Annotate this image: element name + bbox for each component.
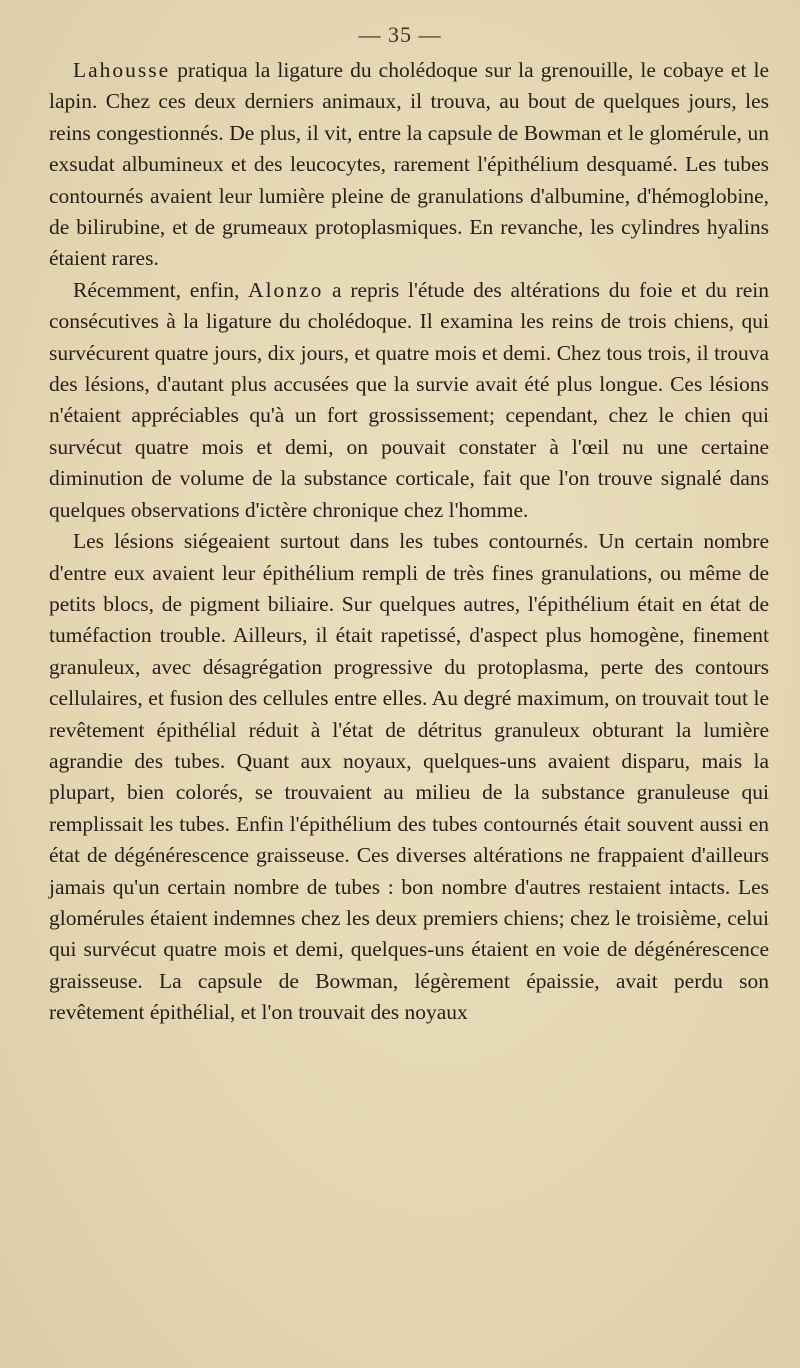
paragraph-2-text: a repris l'étude des altérations du foie et du rein consécutives à la ligature du cholédoque. Il examina les reins de trois chiens, qui survécurent quatre jours, dix jours, et quatre mois et demi. Chez tous trois, il trouva des lésions, d'autant plus accusées que la survie avait été plus longue. Ces lésions n'étaient appréciables qu'à un fort grossissement; cependant, chez le chien qui survécut quatre mois et demi, on pouvait constater à l'œil nu une certaine diminution de volume de la substance corticale, fait que l'on trouve signalé dans quelques observations d'ictère chronique chez l'homme. <box>49 277 769 522</box>
body-text <box>49 55 769 1029</box>
paragraph-1 <box>49 55 769 275</box>
paragraph-2-intro: Récemment, enfin, <box>73 277 249 302</box>
paragraph-3 <box>49 526 769 1029</box>
paragraph-3-text: Les lésions siégeaient surtout dans les tubes contournés. Un certain nombre d'entre eux avaient leur épithélium rempli de très fines granulations, ou même de petits blocs, de pigment biliaire. Sur quelques autres, l'épithélium était en état de tuméfaction trouble. Ailleurs, il était rapetissé, d'aspect plus homogène, finement granuleux, avec désagrégation progressive du protoplasma, perte des contours cellulaires, et fusion des cellules entre elles. Au degré maximum, on trouvait tout le revêtement épithélial réduit à l'état de détritus granuleux obturant la lumière agrandie des tubes. Quant aux noyaux, quelques-uns avaient disparu, mais la plupart, bien colorés, se trouvaient au milieu de la substance granuleuse qui remplissait les tubes. Enfin l'épithélium des tubes contournés était souvent aussi en état de dégénérescence graisseuse. Ces diverses altérations ne frappaient d'ailleurs jamais qu'un certain nombre de tubes : bon nombre d'autres restaient intacts. Les glomérules étaient indemnes chez les deux premiers chiens; chez le troisième, celui qui survécut quatre mois et demi, quelques-uns étaient en voie de dégénérescence graisseuse. La capsule de Bowman, légèrement épaissie, avait perdu son revêtement épithélial, et l'on trouvait des noyaux <box>49 529 769 1025</box>
paragraph-2 <box>49 275 769 526</box>
paragraph-1-text: pratiqua la ligature du cholédoque sur la grenouille, le cobaye et le lapin. Chez ces deux derniers animaux, il trouva, au bout de quelques jours, les reins congestionnés. De plus, il vit, entre la capsule de Bowman et le glomérule, un exsudat albumineux et des leucocytes, rarement l'épithélium desquamé. Les tubes contournés avaient leur lumière pleine de granulations d'albumine, d'hémoglobine, de bilirubine, et de grumeaux protoplasmiques. En revanche, les cylindres hyalins étaient rares. <box>49 58 769 271</box>
page-number: — 35 — <box>358 22 442 47</box>
author-name-alonzo: Alonzo <box>248 277 324 302</box>
author-name-lahousse: Lahousse <box>73 58 171 82</box>
